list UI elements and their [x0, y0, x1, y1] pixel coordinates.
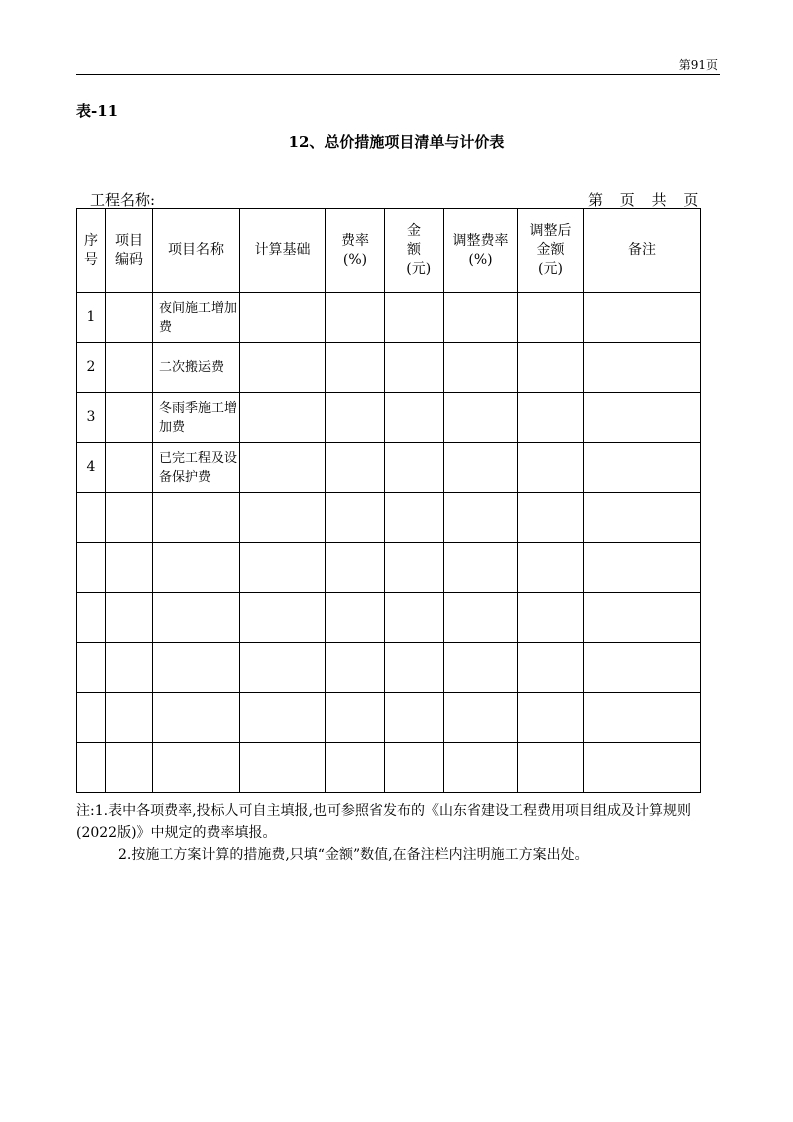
cell-empty [385, 393, 444, 443]
cell-empty [240, 443, 326, 493]
column-header-basis: 计算基础 [240, 209, 326, 293]
cell-empty [584, 643, 701, 693]
note-line-2: 2.按施工方案计算的措施费,只填“金额”数值,在备注栏内注明施工方案出处。 [118, 847, 589, 863]
cell-empty [106, 443, 153, 493]
cell-empty [584, 543, 701, 593]
cell-empty [326, 393, 385, 443]
cell-empty [326, 643, 385, 693]
cell-seq [77, 643, 106, 693]
table-row [77, 493, 701, 543]
cell-empty [518, 693, 584, 743]
cell-seq [77, 493, 106, 543]
cell-empty [240, 743, 326, 793]
cell-empty [444, 643, 518, 693]
cell-empty [444, 693, 518, 743]
cell-empty [385, 593, 444, 643]
page-number: 第91页 [678, 58, 718, 72]
cell-empty [106, 343, 153, 393]
column-header-remarks: 备注 [584, 209, 701, 293]
cell-item-name [153, 693, 240, 743]
cell-empty [518, 743, 584, 793]
cell-empty [106, 743, 153, 793]
page-header [76, 56, 720, 75]
cell-empty [584, 293, 701, 343]
table-row [77, 693, 701, 743]
cell-empty [444, 343, 518, 393]
cell-empty [106, 543, 153, 593]
cell-seq [77, 743, 106, 793]
cell-empty [385, 643, 444, 693]
cell-empty [385, 343, 444, 393]
cell-empty [385, 293, 444, 343]
cell-item-name [153, 493, 240, 543]
cell-seq [77, 543, 106, 593]
cell-empty [385, 443, 444, 493]
cell-empty [518, 393, 584, 443]
cell-empty [326, 743, 385, 793]
page-count [588, 189, 698, 210]
cell-seq: 1 [77, 293, 106, 343]
cell-item-name [153, 743, 240, 793]
table-row [77, 343, 701, 393]
table-row [77, 643, 701, 693]
cell-empty [444, 293, 518, 343]
table-row [77, 543, 701, 593]
page-count-part: 页 [683, 191, 699, 209]
cell-item-name: 冬雨季施工增加费 [153, 393, 240, 443]
page-count-part: 共 [651, 191, 667, 209]
cell-empty [106, 393, 153, 443]
cell-empty [326, 343, 385, 393]
cell-item-name [153, 543, 240, 593]
measures-table [76, 208, 701, 793]
cell-empty [518, 543, 584, 593]
cell-empty [240, 393, 326, 443]
table-row [77, 393, 701, 443]
cell-empty [240, 593, 326, 643]
cell-empty [444, 743, 518, 793]
cell-empty [518, 343, 584, 393]
cell-empty [444, 443, 518, 493]
cell-empty [240, 543, 326, 593]
page-count-part: 页 [619, 191, 635, 209]
cell-empty [326, 293, 385, 343]
cell-empty [326, 593, 385, 643]
column-header-adjusted-rate: 调整费率(%) [444, 209, 518, 293]
cell-empty [106, 643, 153, 693]
column-header-name: 项目名称 [153, 209, 240, 293]
notes [76, 800, 726, 866]
cell-seq [77, 693, 106, 743]
table-row [77, 593, 701, 643]
cell-empty [518, 443, 584, 493]
cell-empty [326, 493, 385, 543]
cell-seq: 2 [77, 343, 106, 393]
cell-empty [385, 743, 444, 793]
cell-item-name: 夜间施工增加费 [153, 293, 240, 343]
cell-empty [444, 543, 518, 593]
table-row [77, 443, 701, 493]
cell-empty [106, 693, 153, 743]
cell-empty [518, 593, 584, 643]
document-title: 12、总价措施项目清单与计价表 [288, 133, 505, 151]
cell-empty [518, 293, 584, 343]
cell-empty [518, 493, 584, 543]
cell-empty [385, 493, 444, 543]
column-header-seq: 序号 [77, 209, 106, 293]
cell-empty [584, 493, 701, 543]
cell-empty [326, 443, 385, 493]
cell-empty [584, 393, 701, 443]
cell-empty [584, 743, 701, 793]
cell-seq [77, 593, 106, 643]
cell-empty [106, 593, 153, 643]
column-header-amount: 金额(元) [385, 209, 444, 293]
cell-empty [518, 643, 584, 693]
cell-item-name: 二次搬运费 [153, 343, 240, 393]
cell-empty [584, 693, 701, 743]
cell-empty [240, 493, 326, 543]
cell-seq: 4 [77, 443, 106, 493]
table-code: 表-11 [76, 102, 119, 120]
cell-empty [240, 643, 326, 693]
cell-empty [326, 543, 385, 593]
cell-empty [385, 693, 444, 743]
cell-item-name: 已完工程及设备保护费 [153, 443, 240, 493]
cell-empty [444, 393, 518, 443]
column-header-adjusted-amount: 调整后金额(元) [518, 209, 584, 293]
cell-empty [326, 693, 385, 743]
page-count-part: 第 [588, 191, 604, 209]
cell-empty [240, 293, 326, 343]
cell-empty [240, 693, 326, 743]
cell-empty [584, 443, 701, 493]
cell-empty [240, 343, 326, 393]
cell-empty [106, 493, 153, 543]
cell-empty [584, 593, 701, 643]
table-row [77, 743, 701, 793]
cell-empty [444, 493, 518, 543]
table-header-row [77, 209, 701, 293]
cell-item-name [153, 593, 240, 643]
cell-empty [106, 293, 153, 343]
cell-item-name [153, 643, 240, 693]
project-name-label: 工程名称: [90, 191, 156, 209]
cell-empty [385, 543, 444, 593]
note-line-1: 注:1.表中各项费率,投标人可自主填报,也可参照省发布的《山东省建设工程费用项目组成及计算规则(2022版)》中规定的费率填报。 [76, 803, 691, 841]
table-row [77, 293, 701, 343]
column-header-code: 项目编码 [106, 209, 153, 293]
cell-empty [584, 343, 701, 393]
cell-seq: 3 [77, 393, 106, 443]
cell-empty [444, 593, 518, 643]
column-header-rate: 费率(%) [326, 209, 385, 293]
